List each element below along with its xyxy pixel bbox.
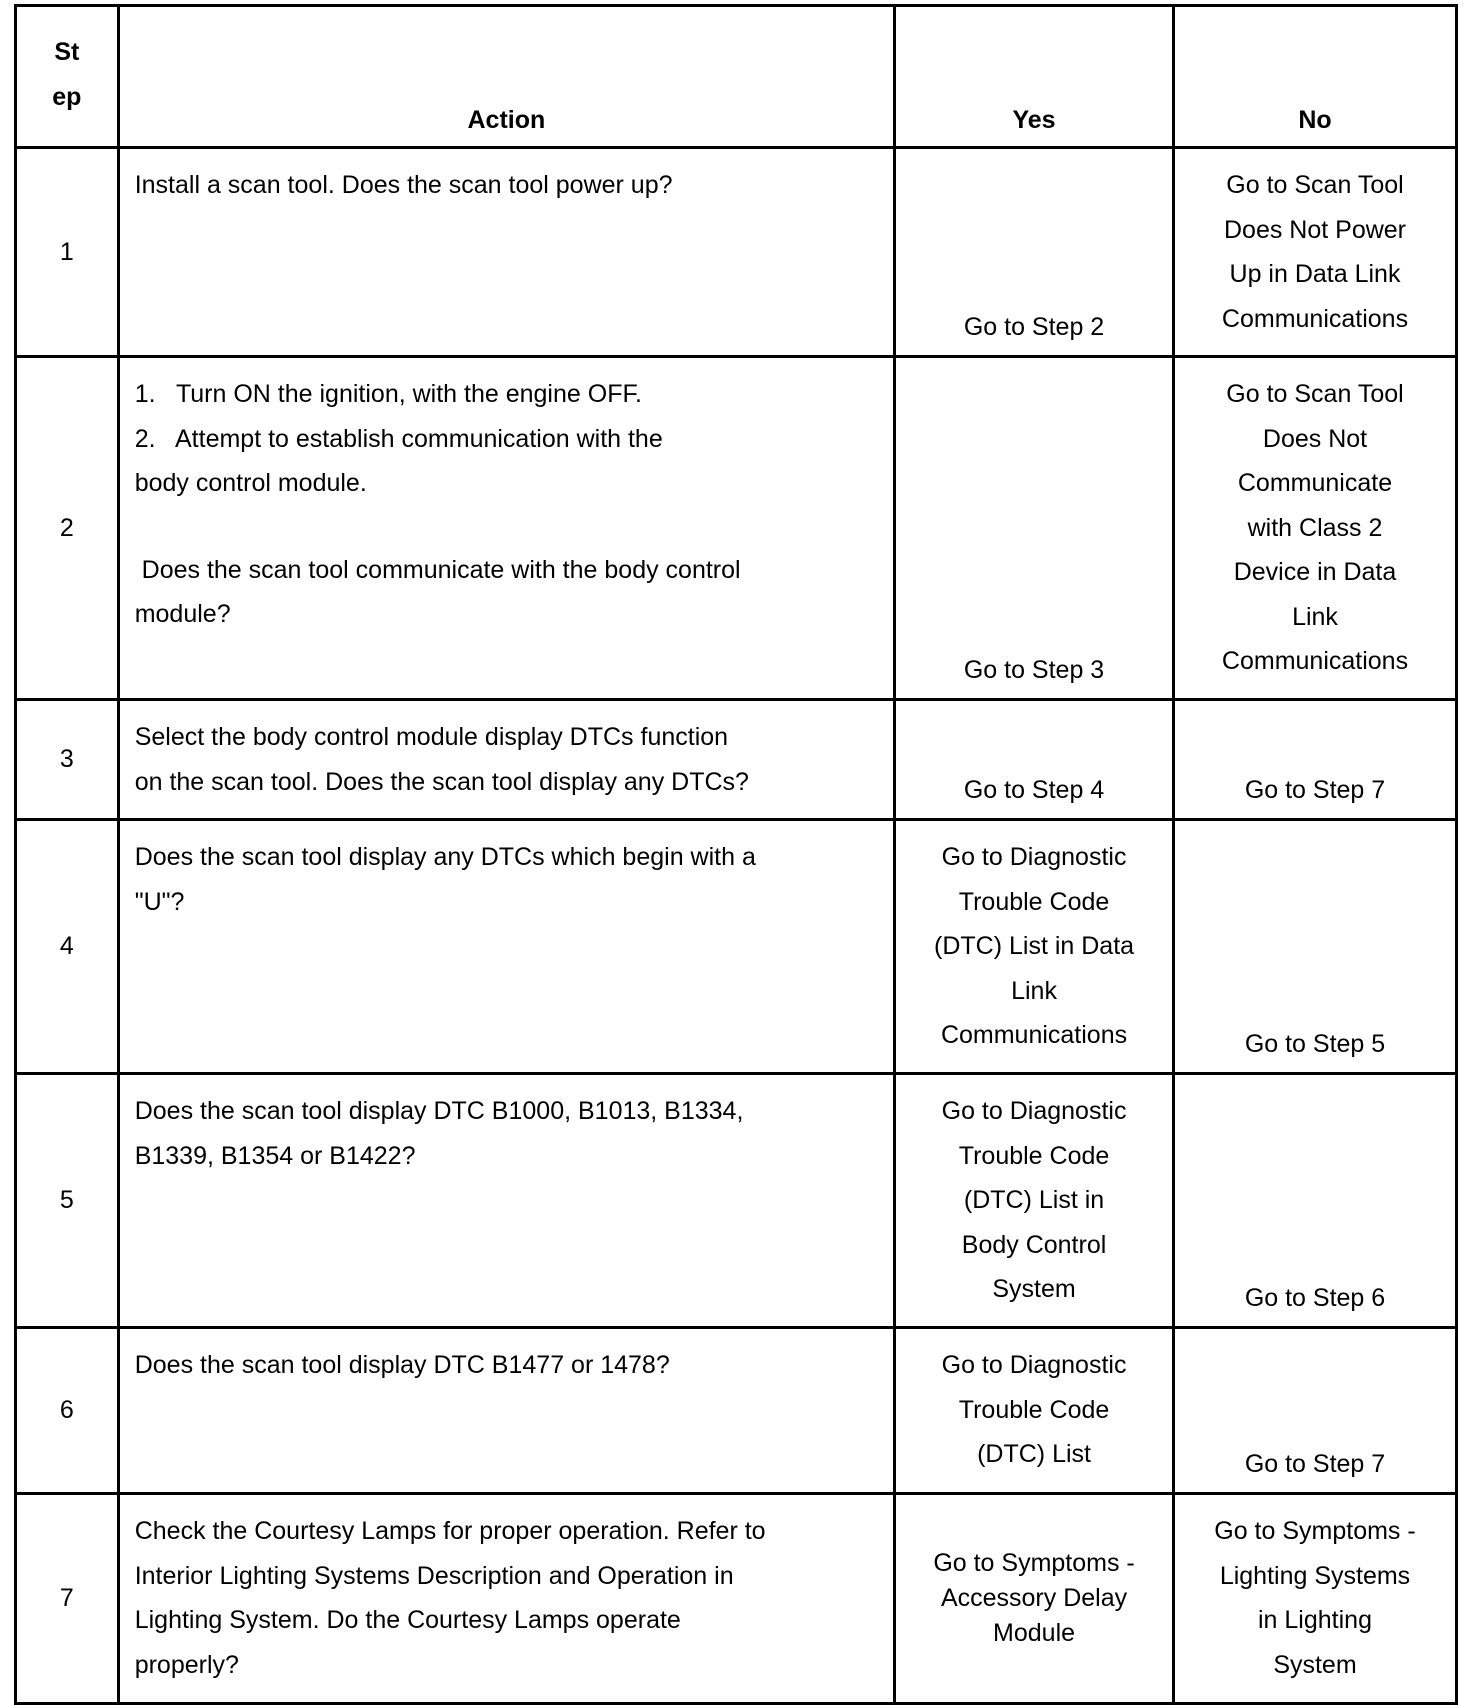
no-line[interactable]: Communicate	[1237, 469, 1393, 497]
yes-link[interactable]: Go to Step 3	[963, 655, 1105, 684]
yes-cell	[895, 357, 1174, 700]
yes-link[interactable]: Go to Step 4	[963, 775, 1105, 804]
action-cell	[118, 700, 894, 820]
yes-link[interactable]: Go to Step 2	[963, 312, 1105, 341]
action-line: "U"?	[134, 887, 185, 916]
action-line: Check the Courtesy Lamps for proper operation. Refer to	[134, 1517, 766, 1545]
yes-line[interactable]: System	[992, 1275, 1076, 1303]
yes-line[interactable]: Trouble Code	[958, 887, 1110, 916]
yes-cell	[895, 700, 1174, 820]
header-action: Action	[118, 6, 894, 148]
no-line[interactable]: Go to Symptoms -	[1214, 1517, 1416, 1545]
no-line[interactable]: Device in Data	[1233, 558, 1397, 586]
yes-line[interactable]: Go to Diagnostic	[941, 1097, 1127, 1125]
header-row	[16, 6, 1457, 148]
step-number: 3	[16, 700, 119, 820]
yes-line[interactable]: Body Control	[961, 1230, 1107, 1259]
no-line[interactable]: Lighting Systems	[1219, 1561, 1411, 1590]
no-line[interactable]: Go to Scan Tool	[1226, 171, 1404, 199]
yes-line[interactable]: Link	[1011, 976, 1057, 1005]
diagnostic-table	[14, 4, 1458, 1705]
yes-line[interactable]: Module	[993, 1619, 1076, 1647]
action-line: Does the scan tool display DTC B1000, B1013, B1334,	[134, 1097, 744, 1125]
step-number: 4	[16, 820, 119, 1074]
step-number: 2	[16, 357, 119, 700]
no-link[interactable]: Go to Step 7	[1244, 775, 1386, 804]
no-line[interactable]: Does Not Power	[1223, 215, 1407, 244]
header-step	[16, 6, 119, 148]
no-cell	[1174, 1074, 1457, 1328]
yes-cell	[895, 820, 1174, 1074]
table-row	[16, 820, 1457, 1074]
no-line[interactable]: Communications	[1221, 304, 1409, 333]
action-line: B1339, B1354 or B1422?	[134, 1141, 416, 1170]
action-cell	[118, 1328, 894, 1494]
yes-cell	[895, 1328, 1174, 1494]
yes-line[interactable]: Go to Diagnostic	[941, 843, 1127, 871]
action-cell	[118, 357, 894, 700]
action-line: body control module.	[134, 469, 367, 497]
step-number: 6	[16, 1328, 119, 1494]
table-row	[16, 148, 1457, 357]
no-cell	[1174, 1328, 1457, 1494]
no-link[interactable]: Go to Step 6	[1244, 1283, 1386, 1312]
no-line[interactable]: System	[1273, 1650, 1357, 1679]
action-question: module?	[134, 600, 231, 628]
no-cell	[1174, 148, 1457, 357]
no-cell	[1174, 357, 1457, 700]
action-list-item: 2. Attempt to establish communication with the	[134, 424, 663, 453]
action-line: properly?	[134, 1650, 239, 1679]
yes-line[interactable]: Trouble Code	[958, 1395, 1110, 1424]
yes-line[interactable]: Go to Symptoms -	[933, 1549, 1135, 1577]
yes-line[interactable]: Accessory Delay	[940, 1584, 1128, 1612]
yes-cell	[895, 148, 1174, 357]
no-cell	[1174, 1494, 1457, 1704]
no-line[interactable]: with Class 2	[1247, 513, 1383, 542]
yes-cell	[895, 1494, 1174, 1704]
no-line[interactable]: Communications	[1221, 647, 1409, 675]
action-cell	[118, 148, 894, 357]
no-line[interactable]: Does Not	[1262, 424, 1368, 453]
yes-line[interactable]: (DTC) List in Data	[934, 932, 1135, 960]
yes-line[interactable]: (DTC) List in	[963, 1186, 1105, 1214]
no-line[interactable]: Up in Data Link	[1229, 260, 1401, 288]
header-yes: Yes	[895, 6, 1174, 148]
no-cell	[1174, 700, 1457, 820]
no-line[interactable]: in Lighting	[1258, 1606, 1372, 1634]
action-line: Select the body control module display DTCs function	[134, 723, 729, 751]
header-step-line-2: ep	[52, 82, 82, 111]
table-row	[16, 1328, 1457, 1494]
no-line[interactable]: Go to Scan Tool	[1226, 380, 1404, 408]
action-line: Interior Lighting Systems Description and Operation in	[134, 1561, 734, 1590]
yes-line[interactable]: Communications	[940, 1021, 1128, 1049]
table-row	[16, 1494, 1457, 1704]
yes-cell	[895, 1074, 1174, 1328]
header-step-line-1: St	[54, 38, 80, 66]
table-row	[16, 357, 1457, 700]
no-link[interactable]: Go to Step 7	[1244, 1449, 1386, 1478]
step-number: 7	[16, 1494, 119, 1704]
action-question: Does the scan tool communicate with the body control	[134, 555, 741, 584]
step-number: 1	[16, 148, 119, 357]
yes-line[interactable]: Go to Diagnostic	[941, 1351, 1127, 1379]
action-line: Install a scan tool. Does the scan tool power up?	[134, 171, 673, 199]
table-row	[16, 700, 1457, 820]
action-line: Does the scan tool display any DTCs which begin with a	[134, 843, 756, 871]
table-row	[16, 1074, 1457, 1328]
action-cell	[118, 1494, 894, 1704]
step-number: 5	[16, 1074, 119, 1328]
action-line: Does the scan tool display DTC B1477 or 1478?	[134, 1351, 670, 1379]
action-list-item: 1. Turn ON the ignition, with the engine OFF.	[134, 380, 642, 408]
no-line[interactable]: Link	[1292, 602, 1338, 631]
action-cell	[118, 1074, 894, 1328]
yes-line[interactable]: Trouble Code	[958, 1141, 1110, 1170]
no-cell	[1174, 820, 1457, 1074]
action-line: on the scan tool. Does the scan tool display any DTCs?	[134, 767, 749, 796]
action-cell	[118, 820, 894, 1074]
action-line: Lighting System. Do the Courtesy Lamps operate	[134, 1606, 681, 1634]
no-link[interactable]: Go to Step 5	[1244, 1029, 1386, 1058]
yes-line[interactable]: (DTC) List	[977, 1440, 1091, 1468]
header-no: No	[1174, 6, 1457, 148]
